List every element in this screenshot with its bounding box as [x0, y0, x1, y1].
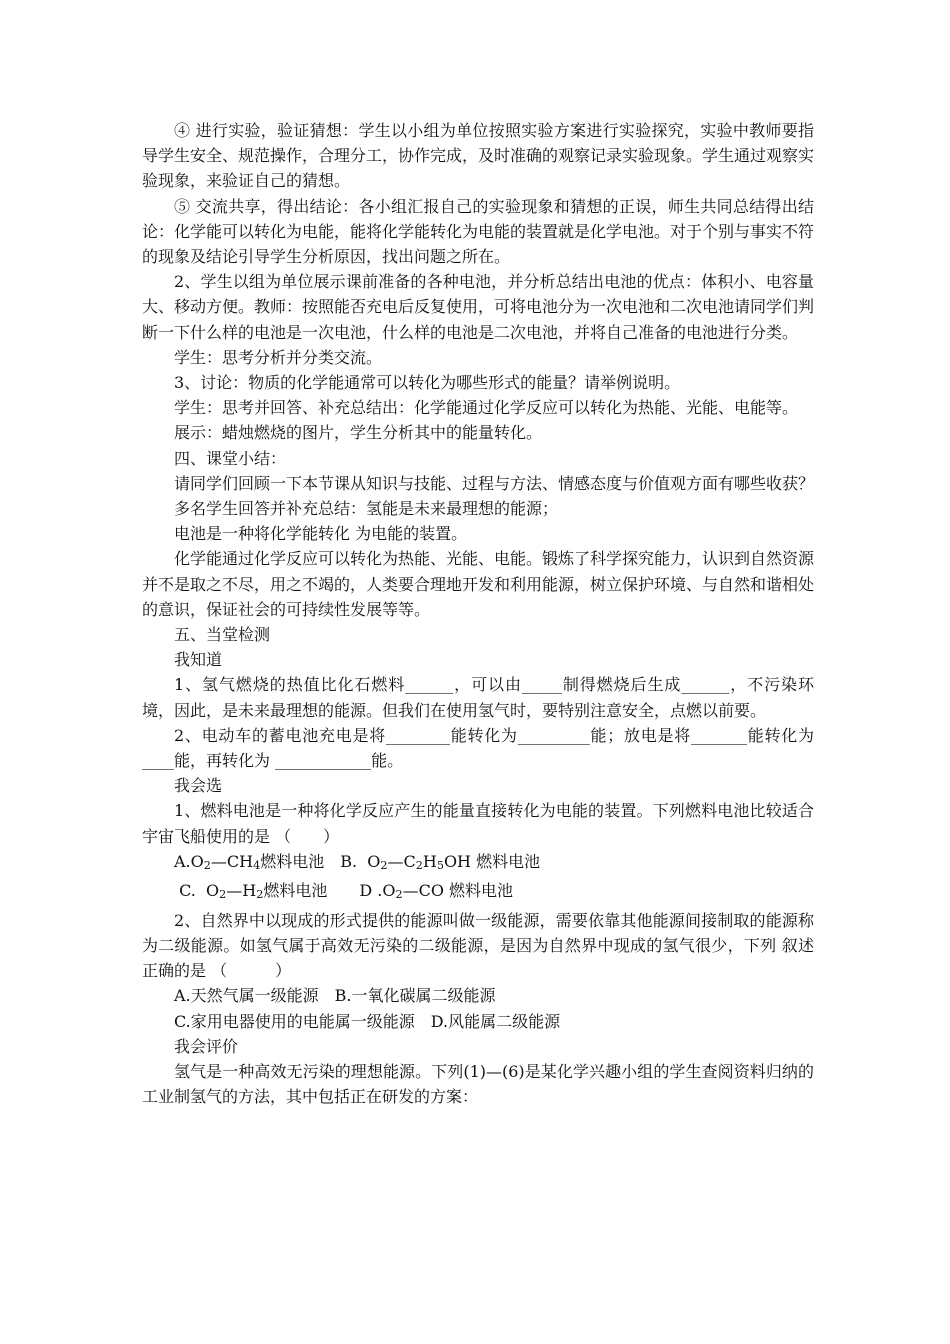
- options-line-cd: C. $O_2—H_2$燃料电池 D $.O_2—CO$ 燃料电池: [174, 881, 514, 902]
- paragraph: 多名学生回答并补充总结：氢能是未来最理想的能源；: [174, 499, 559, 519]
- paragraph: 化学能通过化学反应可以转化为热能、光能、电能。锻炼了科学探究能力，认识到自然资源并不是取之不尽，用之不竭的，人类要合理地开发和利用能源，树立保护环境、与自然和谐相处的意识，保证社会的可持续性发展等等。: [142, 549, 815, 619]
- options-line-ab: A.天然气属一级能源 B.一氧化碳属二级能源: [174, 986, 496, 1006]
- section-heading: 五、当堂检测: [174, 625, 271, 645]
- paragraph: 学生：思考分析并分类交流。: [174, 347, 383, 367]
- document-page: [142, 118, 814, 1109]
- paragraph: ⑤ 交流共享，得出结论：各小组汇报自己的实验现象和猜想的正误，师生共同总结得出结论：化学能可以转化为电能，能将化学能转化为电能的装置就是化学电池。对于个别与事实不符的现象及结论引导学生分析原因，找出问题之所在。: [142, 196, 815, 267]
- paragraph: 展示：蜡烛燃烧的图片，学生分析其中的能量转化。: [174, 423, 543, 443]
- options-line-ab: $A.O_2—CH_4$燃料电池 B. $O_2—C_2H_5OH$ 燃料电池: [174, 851, 541, 873]
- subsection-heading: 我会评价: [174, 1036, 239, 1056]
- paragraph: 氢气是一种高效无污染的理想能源。下列(1)—(6)是某化学兴趣小组的学生查阅资料归纳的工业制氢气的方法，其中包括正在研发的方案：: [142, 1061, 814, 1107]
- subsection-heading: 我会选: [174, 776, 223, 796]
- question: 1、燃料电池是一种将化学反应产生的能量直接转化为电能的装置。下列燃料电池比较适合宇宙飞船使用的是 （ ）: [142, 801, 814, 846]
- question: 2、自然界中以现成的形式提供的能源叫做一级能源，需要依靠其他能源间接制取的能源称为二级能源。如氢气属于高效无污染的二级能源，是因为自然界中现成的氢气很少，下列 叙述正确的是 （ ）: [142, 910, 814, 981]
- paragraph: 电池是一种将化学能转化 为电能的装置。: [174, 524, 468, 544]
- question: 1、氢气燃烧的热值比化石燃料______，可以由_____制得燃烧后生成______，不污染环境，因此，是未来最理想的能源。但我们在使用氢气时，要特别注意安全，点燃以前要。: [142, 675, 814, 720]
- paragraph: ④ 进行实验，验证猜想：学生以小组为单位按照实验方案进行实验探究，实验中教师要指导学生安全、规范操作，合理分工，协作完成，及时准确的观察记录实验现象。学生通过观察实验现象，来验证自己的猜想。: [142, 121, 815, 191]
- paragraph: 请同学们回顾一下本节课从知识与技能、过程与方法、情感态度与价值观方面有哪些收获？: [174, 473, 815, 493]
- paragraph: 2、学生以组为单位展示课前准备的各种电池，并分析总结出电池的优点：体积小、电容量大、移动方便。教师：按照能否充电后反复使用，可将电池分为一次电池和二次电池请同学们判断一下什么样的电池是一次电池，什么样的电池是二次电池，并将自己准备的电池进行分类。: [142, 272, 815, 342]
- section-heading: 四、课堂小结：: [174, 448, 287, 468]
- paragraph: 学生：思考并回答、补充总结出：化学能通过化学反应可以转化为热能、光能、电能等。: [174, 398, 799, 418]
- paragraph: 3、讨论：物质的化学能通常可以转化为哪些形式的能量？请举例说明。: [174, 373, 681, 393]
- question: 2、电动车的蓄电池充电是将________能转化为_________能；放电是将_______能转化为____能，再转化为 ____________能。: [142, 725, 814, 771]
- subsection-heading: 我知道: [174, 650, 223, 670]
- options-line-cd: C.家用电器使用的电能属一级能源 D.风能属二级能源: [174, 1011, 561, 1031]
